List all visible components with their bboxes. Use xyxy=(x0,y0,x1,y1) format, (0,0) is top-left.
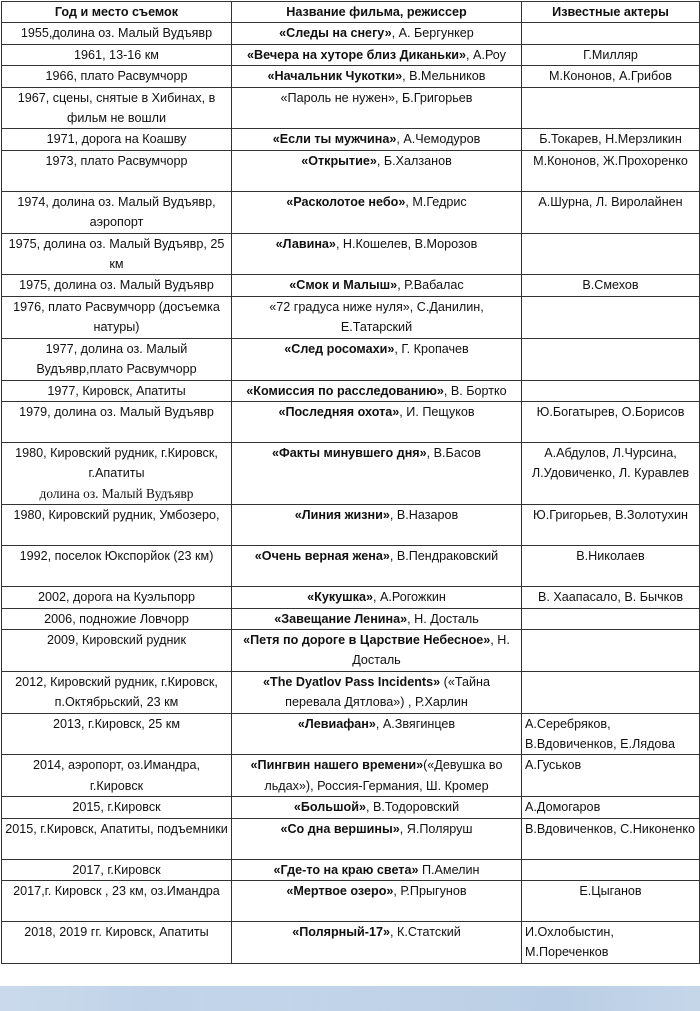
place-text: 1966, плато Расвумчорр xyxy=(45,69,188,84)
table-row xyxy=(2,608,700,629)
film-title: «Большой» xyxy=(293,800,366,815)
film-title: «Последняя охота» xyxy=(278,404,400,419)
cell-film xyxy=(232,922,522,964)
actors-text: В.Смехов xyxy=(582,278,639,293)
film-director: , Я.Поляруш xyxy=(399,821,473,836)
cell-film xyxy=(232,87,522,129)
film-director: , В.Басов xyxy=(426,445,481,460)
place-text: 2014, аэропорт, оз.Имандра, г.Кировск xyxy=(32,758,201,793)
film-title: «Факты минувшего дня» xyxy=(272,445,427,460)
cell-actors xyxy=(522,587,700,608)
place-text: 1961, 13-16 км xyxy=(74,47,159,62)
film-director: , Н. Досталь xyxy=(407,611,479,626)
actors-text: А.Домогаров xyxy=(525,800,601,815)
cell-place xyxy=(2,23,232,44)
film-title: «Следы на снегу» xyxy=(279,26,392,41)
cell-place xyxy=(2,233,232,275)
table-row xyxy=(2,23,700,44)
cell-place xyxy=(2,546,232,587)
film-director: , В.Мельников xyxy=(402,69,486,84)
cell-place xyxy=(2,922,232,964)
film-director: , А.Звягинцев xyxy=(375,716,456,731)
cell-place xyxy=(2,881,232,922)
actors-text: А.Шурна, Л. Виролайнен xyxy=(538,194,683,209)
film-director: («Девушка во льдах»), Россия-Германия, Ш. Кромер xyxy=(264,758,503,793)
place-text: 1977, долина оз. Малый Вудъявр,плато Расвумчорр xyxy=(36,341,197,377)
film-director: , А. Бергункер xyxy=(391,26,474,41)
cell-actors xyxy=(522,859,700,880)
cell-film xyxy=(232,380,522,401)
header-film: Название фильма, режиссер xyxy=(232,2,522,23)
film-title: «Вечера на хуторе близ Диканьки» xyxy=(247,47,467,62)
film-director: «Пароль не нужен», Б.Григорьев xyxy=(280,90,473,105)
cell-film xyxy=(232,66,522,87)
films-table xyxy=(1,1,700,964)
film-title: «Смок и Малыш» xyxy=(289,278,398,293)
cell-place xyxy=(2,818,232,859)
cell-place xyxy=(2,859,232,880)
table-row xyxy=(2,818,700,859)
cell-place xyxy=(2,275,232,296)
table-row xyxy=(2,713,700,755)
cell-place xyxy=(2,44,232,65)
cell-film xyxy=(232,629,522,671)
cell-actors xyxy=(522,546,700,587)
table-row xyxy=(2,275,700,296)
place-text: 2013, г.Кировск, 25 км xyxy=(53,716,180,731)
film-title: «Со дна вершины» xyxy=(280,821,400,836)
cell-film xyxy=(232,546,522,587)
table-row xyxy=(2,442,700,504)
place-text: 2015, г.Кировск, Апатиты, подъемники xyxy=(5,821,228,836)
cell-place xyxy=(2,629,232,671)
cell-actors xyxy=(522,629,700,671)
actors-text: Б.Токарев, Н.Мерзликин xyxy=(539,132,682,147)
cell-film xyxy=(232,233,522,275)
cell-actors xyxy=(522,275,700,296)
film-title: «Пингвин нашего времени» xyxy=(250,758,424,773)
place-text: 1975, долина оз. Малый Вудъявр, 25 км xyxy=(8,236,225,272)
cell-film xyxy=(232,671,522,713)
cell-actors xyxy=(522,505,700,546)
cell-film xyxy=(232,713,522,755)
cell-place xyxy=(2,150,232,191)
table-row xyxy=(2,150,700,191)
table-row xyxy=(2,881,700,922)
table-row xyxy=(2,233,700,275)
cell-actors xyxy=(522,401,700,442)
cell-place xyxy=(2,608,232,629)
cell-film xyxy=(232,23,522,44)
table-row xyxy=(2,191,700,233)
header-place: Год и место съемок xyxy=(2,2,232,23)
table-row xyxy=(2,505,700,546)
cell-film xyxy=(232,608,522,629)
film-director: , М.Гедрис xyxy=(405,194,467,209)
cell-actors xyxy=(522,150,700,191)
place-text: 1979, долина оз. Малый Вудъявр xyxy=(19,404,214,419)
cell-film xyxy=(232,129,522,150)
table-row xyxy=(2,797,700,818)
cell-film xyxy=(232,150,522,191)
cell-actors xyxy=(522,191,700,233)
cell-film xyxy=(232,275,522,296)
table-row xyxy=(2,629,700,671)
film-director: , Б.Халзанов xyxy=(376,153,452,168)
cell-film xyxy=(232,296,522,338)
actors-text: М.Кононов, А.Грибов xyxy=(549,69,672,84)
actors-text: А.Гуськов xyxy=(525,758,582,773)
actors-text: Ю.Григорьев, В.Золотухин xyxy=(533,508,688,523)
cell-actors xyxy=(522,338,700,380)
cell-actors xyxy=(522,713,700,755)
film-title: «Очень верная жена» xyxy=(254,549,390,564)
film-title: «Расколотое небо» xyxy=(286,194,406,209)
film-director: П.Амелин xyxy=(418,862,480,877)
table-row xyxy=(2,922,700,964)
place-text: 2018, 2019 гг. Кировск, Апатиты xyxy=(24,925,209,939)
film-director: , Н. Досталь xyxy=(352,632,510,668)
actors-text: Ю.Богатырев, О.Борисов xyxy=(536,404,685,419)
film-director: «72 градуса ниже нуля», С.Данилин, Е.Татарский xyxy=(269,299,484,335)
cell-film xyxy=(232,505,522,546)
film-director: , Н.Кошелев, В.Морозов xyxy=(335,236,478,251)
cell-actors xyxy=(522,797,700,818)
actors-text: Г.Милляр xyxy=(583,47,638,62)
cell-actors xyxy=(522,129,700,150)
cell-actors xyxy=(522,442,700,504)
cell-film xyxy=(232,797,522,818)
film-director: , Г. Кропачев xyxy=(394,341,469,356)
cell-place xyxy=(2,713,232,755)
place-text: 1975, долина оз. Малый Вудъявр xyxy=(19,278,214,293)
film-title: «Завещание Ленина» xyxy=(274,611,408,626)
place-text: 2015, г.Кировск xyxy=(72,800,161,815)
cell-actors xyxy=(522,755,700,797)
film-title: «Левиафан» xyxy=(297,716,376,731)
cell-place xyxy=(2,296,232,338)
table-row xyxy=(2,66,700,87)
header-actors: Известные актеры xyxy=(522,2,700,23)
table-header-row xyxy=(2,2,700,23)
film-title: «Если ты мужчина» xyxy=(272,132,397,147)
place-text: 1974, долина оз. Малый Вудъявр, аэропорт xyxy=(17,194,216,230)
place-text: 1976, плато Расвумчорр (досъемка натуры) xyxy=(13,299,220,335)
cell-place xyxy=(2,380,232,401)
film-title: «Где-то на краю света» xyxy=(273,862,419,877)
place-text: 1977, Кировск, Апатиты xyxy=(47,383,186,398)
cell-film xyxy=(232,338,522,380)
film-director: , В. Бортко xyxy=(443,383,507,398)
film-director: , В.Пендраковский xyxy=(389,549,499,564)
actors-text: А.Серебряков, В.Вдовиченков, Е.Лядова xyxy=(525,716,675,751)
cell-place xyxy=(2,505,232,546)
cell-place xyxy=(2,338,232,380)
actors-text: Е.Цыганов xyxy=(579,884,642,898)
cell-actors xyxy=(522,671,700,713)
cell-film xyxy=(232,881,522,922)
actors-text: В.Николаев xyxy=(576,549,645,564)
cell-actors xyxy=(522,87,700,129)
table-row xyxy=(2,87,700,129)
place-text: 1992, поселок Юкспорйок (23 км) xyxy=(19,549,214,564)
film-director: , В.Тодоровский xyxy=(366,800,460,815)
table-row xyxy=(2,755,700,797)
cell-actors xyxy=(522,23,700,44)
actors-text: В.Вдовиченков, С.Никоненко xyxy=(525,821,696,836)
film-director: , Р.Вабалас xyxy=(397,278,464,293)
place-text: 2006, подножие Ловчорр xyxy=(44,611,189,626)
table-row xyxy=(2,401,700,442)
place-text: 1980, Кировский рудник, г.Кировск, г.Апатиты xyxy=(15,445,218,481)
cell-film xyxy=(232,401,522,442)
actors-text: М.Кононов, Ж.Прохоренко xyxy=(533,153,688,168)
cell-film xyxy=(232,818,522,859)
place-text: 1971, дорога на Коашву xyxy=(46,132,187,147)
place-text: 2017, г.Кировск xyxy=(72,862,161,877)
table-row xyxy=(2,859,700,880)
cell-place xyxy=(2,797,232,818)
cell-place xyxy=(2,129,232,150)
place-text: 2009, Кировский рудник xyxy=(47,632,186,647)
film-title: «The Dyatlov Pass Incidents» xyxy=(263,674,441,689)
cell-place xyxy=(2,755,232,797)
cell-actors xyxy=(522,380,700,401)
cell-actors xyxy=(522,881,700,922)
film-title: «Кукушка» xyxy=(307,590,373,605)
film-director: («Тайна перевала Дятлова») , Р.Харлин xyxy=(285,674,490,710)
table-row xyxy=(2,587,700,608)
cell-place xyxy=(2,66,232,87)
cell-actors xyxy=(522,818,700,859)
cell-place xyxy=(2,671,232,713)
table-row xyxy=(2,380,700,401)
cell-actors xyxy=(522,233,700,275)
film-director: , А.Рогожкин xyxy=(372,590,446,605)
place-text: 1955,долина оз. Малый Вудъявр xyxy=(20,26,213,41)
table-row xyxy=(2,338,700,380)
film-title: «Лавина» xyxy=(275,236,336,251)
place-text: 2012, Кировский рудник, г.Кировск, п.Октябрьский, 23 км xyxy=(15,674,218,710)
actors-text: В. Хаапасало, В. Бычков xyxy=(537,590,684,605)
cell-actors xyxy=(522,608,700,629)
film-title: «Полярный-17» xyxy=(292,925,390,939)
film-title: «Комиссия по расследованию» xyxy=(246,383,444,398)
film-title: «Линия жизни» xyxy=(294,508,390,523)
cell-film xyxy=(232,442,522,504)
cell-place xyxy=(2,87,232,129)
film-title: «Открытие» xyxy=(301,153,377,168)
cell-place xyxy=(2,401,232,442)
cell-place xyxy=(2,191,232,233)
cell-film xyxy=(232,191,522,233)
cell-film xyxy=(232,44,522,65)
place-text: 1980, Кировский рудник, Умбозеро, xyxy=(13,508,220,523)
film-director: , А.Роу xyxy=(466,47,506,62)
cell-film xyxy=(232,859,522,880)
cell-actors xyxy=(522,922,700,964)
table-row xyxy=(2,546,700,587)
table-row xyxy=(2,129,700,150)
film-title: «След росомахи» xyxy=(284,341,395,356)
actors-text: И.Охлобыстин, М.Пореченков xyxy=(525,925,614,960)
film-director: , В.Назаров xyxy=(389,508,459,523)
cell-actors xyxy=(522,44,700,65)
film-director: , А.Чемодуров xyxy=(396,132,481,147)
film-title: «Начальник Чукотки» xyxy=(267,69,403,84)
place-text: 1967, сцены, снятые в Хибинах, в фильм не вошли xyxy=(17,90,216,126)
place-text: 2017,г. Кировск , 23 км, оз.Имандра xyxy=(13,884,220,898)
cell-actors xyxy=(522,66,700,87)
table-row xyxy=(2,671,700,713)
cell-film xyxy=(232,755,522,797)
cell-actors xyxy=(522,296,700,338)
film-director: , Р.Прыгунов xyxy=(393,884,467,898)
cell-place xyxy=(2,587,232,608)
cell-place xyxy=(2,442,232,504)
table-row xyxy=(2,44,700,65)
place-text: 1973, плато Расвумчорр xyxy=(45,153,188,168)
film-title: «Петя по дороге в Царствие Небесное» xyxy=(243,632,491,647)
actors-text: А.Абдулов, Л.Чурсина, Л.Удовиченко, Л. Куравлев xyxy=(531,445,690,481)
film-director: , И. Пещуков xyxy=(399,404,475,419)
place-text: 2002, дорога на Куэльпорр xyxy=(37,590,196,605)
table-row xyxy=(2,296,700,338)
film-director: , К.Статский xyxy=(390,925,461,939)
cell-film xyxy=(232,587,522,608)
film-title: «Мертвое озеро» xyxy=(286,884,394,898)
place-extra-text: долина оз. Малый Вудъявр xyxy=(39,485,194,501)
